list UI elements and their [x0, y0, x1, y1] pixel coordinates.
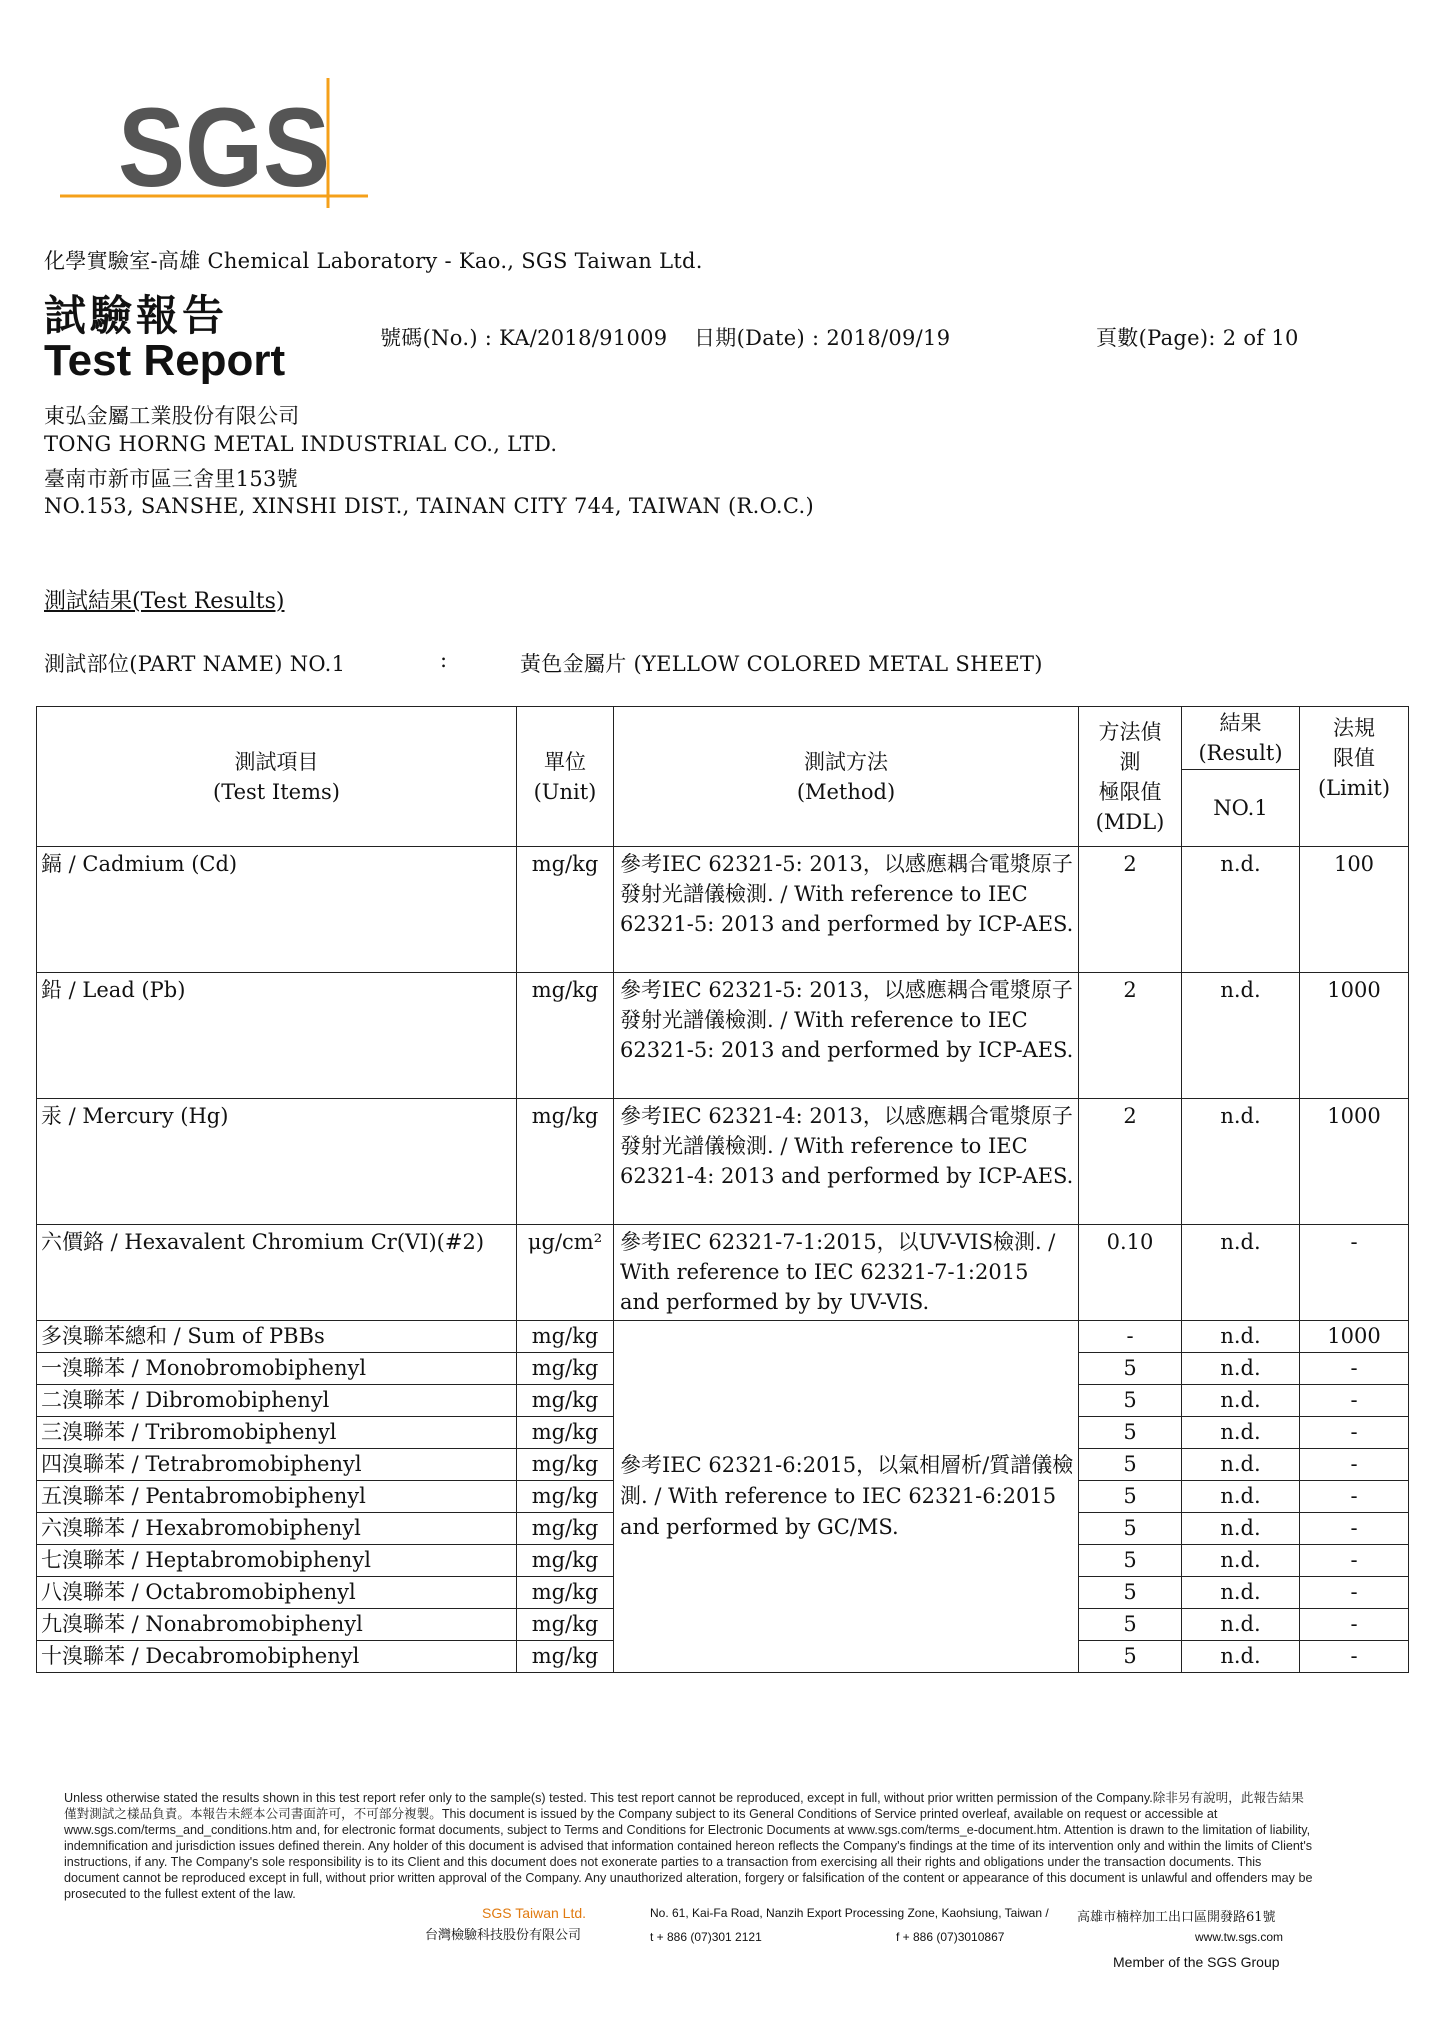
cell-mdl: 2	[1079, 1099, 1182, 1225]
cell-unit: mg/kg	[517, 1481, 614, 1513]
cell-unit: mg/kg	[517, 1577, 614, 1609]
cell-method: 參考IEC 62321-4: 2013，以感應耦合電漿原子發射光譜儀檢測. / With reference to IEC 62321-4: 2013 and performed by ICP-AES.	[614, 1099, 1079, 1225]
table-row	[37, 847, 1409, 973]
cell-mdl: 2	[1079, 847, 1182, 973]
cell-item: 十溴聯苯 / Decabromobiphenyl	[37, 1641, 517, 1673]
header-result-no: NO.1	[1213, 796, 1268, 820]
cell-method-pbb: 參考IEC 62321-6:2015，以氣相層析/質譜儀檢測. / With reference to IEC 62321-6:2015 and performed by GC/MS.	[614, 1321, 1079, 1673]
cell-mdl: 5	[1079, 1545, 1182, 1577]
table-row	[37, 1225, 1409, 1321]
cell-unit: mg/kg	[517, 973, 614, 1099]
footer-website: www.tw.sgs.com	[1195, 1930, 1284, 1944]
cell-limit: -	[1300, 1513, 1409, 1545]
cell-limit: -	[1300, 1577, 1409, 1609]
cell-mdl: 5	[1079, 1577, 1182, 1609]
table-row	[37, 1321, 1409, 1353]
table-header-row	[37, 707, 1409, 847]
cell-result: n.d.	[1182, 1353, 1300, 1385]
part-name-label: 測試部位(PART NAME) NO.1	[44, 652, 346, 676]
title-zh: 試驗報告	[44, 291, 229, 340]
footer-company-zh: 台灣檢驗科技股份有限公司	[425, 1928, 582, 1943]
cell-mdl: 5	[1079, 1353, 1182, 1385]
cell-item: 多溴聯苯總和 / Sum of PBBs	[37, 1321, 517, 1353]
header-test-items: 測試項目 (Test Items)	[37, 707, 517, 847]
client-name-zh: 東弘金屬工業股份有限公司	[44, 404, 300, 428]
cell-item: 七溴聯苯 / Heptabromobiphenyl	[37, 1545, 517, 1577]
table-row	[37, 1099, 1409, 1225]
cell-limit: -	[1300, 1353, 1409, 1385]
cell-result: n.d.	[1182, 1609, 1300, 1641]
cell-mdl: 5	[1079, 1449, 1182, 1481]
cell-method: 參考IEC 62321-5: 2013，以感應耦合電漿原子發射光譜儀檢測. / With reference to IEC 62321-5: 2013 and performed by ICP-AES.	[614, 973, 1079, 1099]
cell-result: n.d.	[1182, 1099, 1300, 1225]
cell-limit: -	[1300, 1385, 1409, 1417]
test-results-table	[36, 706, 1409, 1673]
footer-company-en: SGS Taiwan Ltd.	[482, 1905, 587, 1921]
cell-result: n.d.	[1182, 1545, 1300, 1577]
cell-item: 八溴聯苯 / Octabromobiphenyl	[37, 1577, 517, 1609]
cell-item: 鎘 / Cadmium (Cd)	[37, 847, 517, 973]
footer-telephone: t + 886 (07)301 2121	[650, 1930, 762, 1944]
footer-member-line: Member of the SGS Group	[1113, 1954, 1280, 1970]
cell-item: 三溴聯苯 / Tribromobiphenyl	[37, 1417, 517, 1449]
client-address-zh: 臺南市新市區三舍里153號	[44, 467, 298, 491]
cell-result: n.d.	[1182, 1321, 1300, 1353]
cell-unit: mg/kg	[517, 1353, 614, 1385]
cell-mdl: -	[1079, 1321, 1182, 1353]
cell-mdl: 5	[1079, 1641, 1182, 1673]
cell-mdl: 0.10	[1079, 1225, 1182, 1321]
cell-unit: mg/kg	[517, 1641, 614, 1673]
cell-unit: mg/kg	[517, 1513, 614, 1545]
cell-item: 六價鉻 / Hexavalent Chromium Cr(VI)(#2)	[37, 1225, 517, 1321]
footer-fax: f + 886 (07)3010867	[896, 1930, 1005, 1944]
header-limit: 法規 限值 (Limit)	[1300, 707, 1409, 847]
cell-result: n.d.	[1182, 1225, 1300, 1321]
report-number: 號碼(No.) : KA/2018/91009	[380, 326, 668, 350]
cell-limit: -	[1300, 1481, 1409, 1513]
sgs-logo-text: SGS	[118, 85, 330, 208]
cell-limit: 1000	[1300, 1321, 1409, 1353]
table-row	[37, 973, 1409, 1099]
cell-item: 鉛 / Lead (Pb)	[37, 973, 517, 1099]
cell-result: n.d.	[1182, 1449, 1300, 1481]
cell-result: n.d.	[1182, 1641, 1300, 1673]
cell-result: n.d.	[1182, 1481, 1300, 1513]
cell-item: 二溴聯苯 / Dibromobiphenyl	[37, 1385, 517, 1417]
cell-item: 九溴聯苯 / Nonabromobiphenyl	[37, 1609, 517, 1641]
cell-mdl: 2	[1079, 973, 1182, 1099]
cell-limit: -	[1300, 1449, 1409, 1481]
page-number: 頁數(Page): 2 of 10	[1096, 326, 1299, 350]
cell-unit: mg/kg	[517, 1609, 614, 1641]
cell-limit: -	[1300, 1417, 1409, 1449]
cell-limit: 1000	[1300, 1099, 1409, 1225]
cell-item: 五溴聯苯 / Pentabromobiphenyl	[37, 1481, 517, 1513]
cell-unit: mg/kg	[517, 1099, 614, 1225]
cell-result: n.d.	[1182, 1417, 1300, 1449]
title-en: Test Report	[44, 336, 286, 385]
cell-result: n.d.	[1182, 973, 1300, 1099]
cell-unit: mg/kg	[517, 1417, 614, 1449]
header-unit: 單位 (Unit)	[517, 707, 614, 847]
sgs-logo	[60, 78, 380, 208]
cell-item: 一溴聯苯 / Monobromobiphenyl	[37, 1353, 517, 1385]
cell-unit: mg/kg	[517, 1545, 614, 1577]
header-result: 結果 (Result) NO.1	[1182, 707, 1300, 847]
cell-limit: -	[1300, 1225, 1409, 1321]
cell-mdl: 5	[1079, 1481, 1182, 1513]
cell-limit: 100	[1300, 847, 1409, 973]
cell-method: 參考IEC 62321-7-1:2015，以UV-VIS檢測. / With reference to IEC 62321-7-1:2015 and performed by by UV-VIS.	[614, 1225, 1079, 1321]
cell-unit: mg/kg	[517, 1449, 614, 1481]
lab-line: 化學實驗室-高雄 Chemical Laboratory - Kao., SGS Taiwan Ltd.	[44, 249, 703, 273]
footer-address-zh: 高雄市楠梓加工出口區開發路61號	[1077, 1910, 1276, 1925]
part-name-value: 黃色金屬片 (YELLOW COLORED METAL SHEET)	[520, 652, 1043, 676]
header-method: 測試方法 (Method)	[614, 707, 1079, 847]
report-date: 日期(Date) : 2018/09/19	[694, 326, 951, 350]
client-address-en: NO.153, SANSHE, XINSHI DIST., TAINAN CITY 744, TAIWAN (R.O.C.)	[44, 494, 814, 518]
cell-limit: -	[1300, 1641, 1409, 1673]
cell-limit: -	[1300, 1609, 1409, 1641]
cell-limit: 1000	[1300, 973, 1409, 1099]
cell-unit: μg/cm²	[517, 1225, 614, 1321]
cell-mdl: 5	[1079, 1417, 1182, 1449]
cell-mdl: 5	[1079, 1385, 1182, 1417]
footer-disclaimer: Unless otherwise stated the results shown in this test report refer only to the sample(s) tested. This test report cannot be reproduced, except in full, without prior written permission of the Company.除非另有說明，此報告結果僅對測試之樣品負責。本報告未經本公司書面許可，不可部分複製。This document is issued by the Company subject to its General Conditions of Service printed overleaf, available on request or accessible at www.sgs.com/terms_and_conditions.htm and, for electronic format documents, subject to Terms and Conditions for Electronic Documents at www.sgs.com/terms_e-document.htm. Attention is drawn to the limitation of liability, indemnification and jurisdiction issues defined therein. Any holder of this document is advised that information contained hereon reflects the Company's findings at the time of its intervention only and within the limits of Client's instructions, if any. The Company's sole responsibility is to its Client and this document does not exonerate parties to a transaction from exercising all their rights and obligations under the transaction documents. This document cannot be reproduced except in full, without prior written approval of the Company. Any unauthorized alteration, forgery or falsification of the content or appearance of this document is unlawful and offenders may be prosecuted to the fullest extent of the law.	[64, 1791, 1313, 1901]
cell-item: 四溴聯苯 / Tetrabromobiphenyl	[37, 1449, 517, 1481]
cell-limit: -	[1300, 1545, 1409, 1577]
client-name-en: TONG HORNG METAL INDUSTRIAL CO., LTD.	[44, 432, 558, 456]
header-mdl: 方法偵 測 極限值 (MDL)	[1079, 707, 1182, 847]
cell-result: n.d.	[1182, 1513, 1300, 1545]
cell-unit: mg/kg	[517, 1385, 614, 1417]
cell-unit: mg/kg	[517, 1321, 614, 1353]
cell-result: n.d.	[1182, 1385, 1300, 1417]
cell-item: 六溴聯苯 / Hexabromobiphenyl	[37, 1513, 517, 1545]
footer-address-en: No. 61, Kai-Fa Road, Nanzih Export Processing Zone, Kaohsiung, Taiwan /	[650, 1906, 1049, 1920]
cell-item: 汞 / Mercury (Hg)	[37, 1099, 517, 1225]
cell-mdl: 5	[1079, 1513, 1182, 1545]
test-results-heading: 測試結果(Test Results)	[44, 589, 285, 614]
part-name-colon: :	[440, 648, 448, 672]
cell-method: 參考IEC 62321-5: 2013，以感應耦合電漿原子發射光譜儀檢測. / With reference to IEC 62321-5: 2013 and performed by ICP-AES.	[614, 847, 1079, 973]
cell-unit: mg/kg	[517, 847, 614, 973]
cell-mdl: 5	[1079, 1609, 1182, 1641]
cell-result: n.d.	[1182, 1577, 1300, 1609]
cell-result: n.d.	[1182, 847, 1300, 973]
